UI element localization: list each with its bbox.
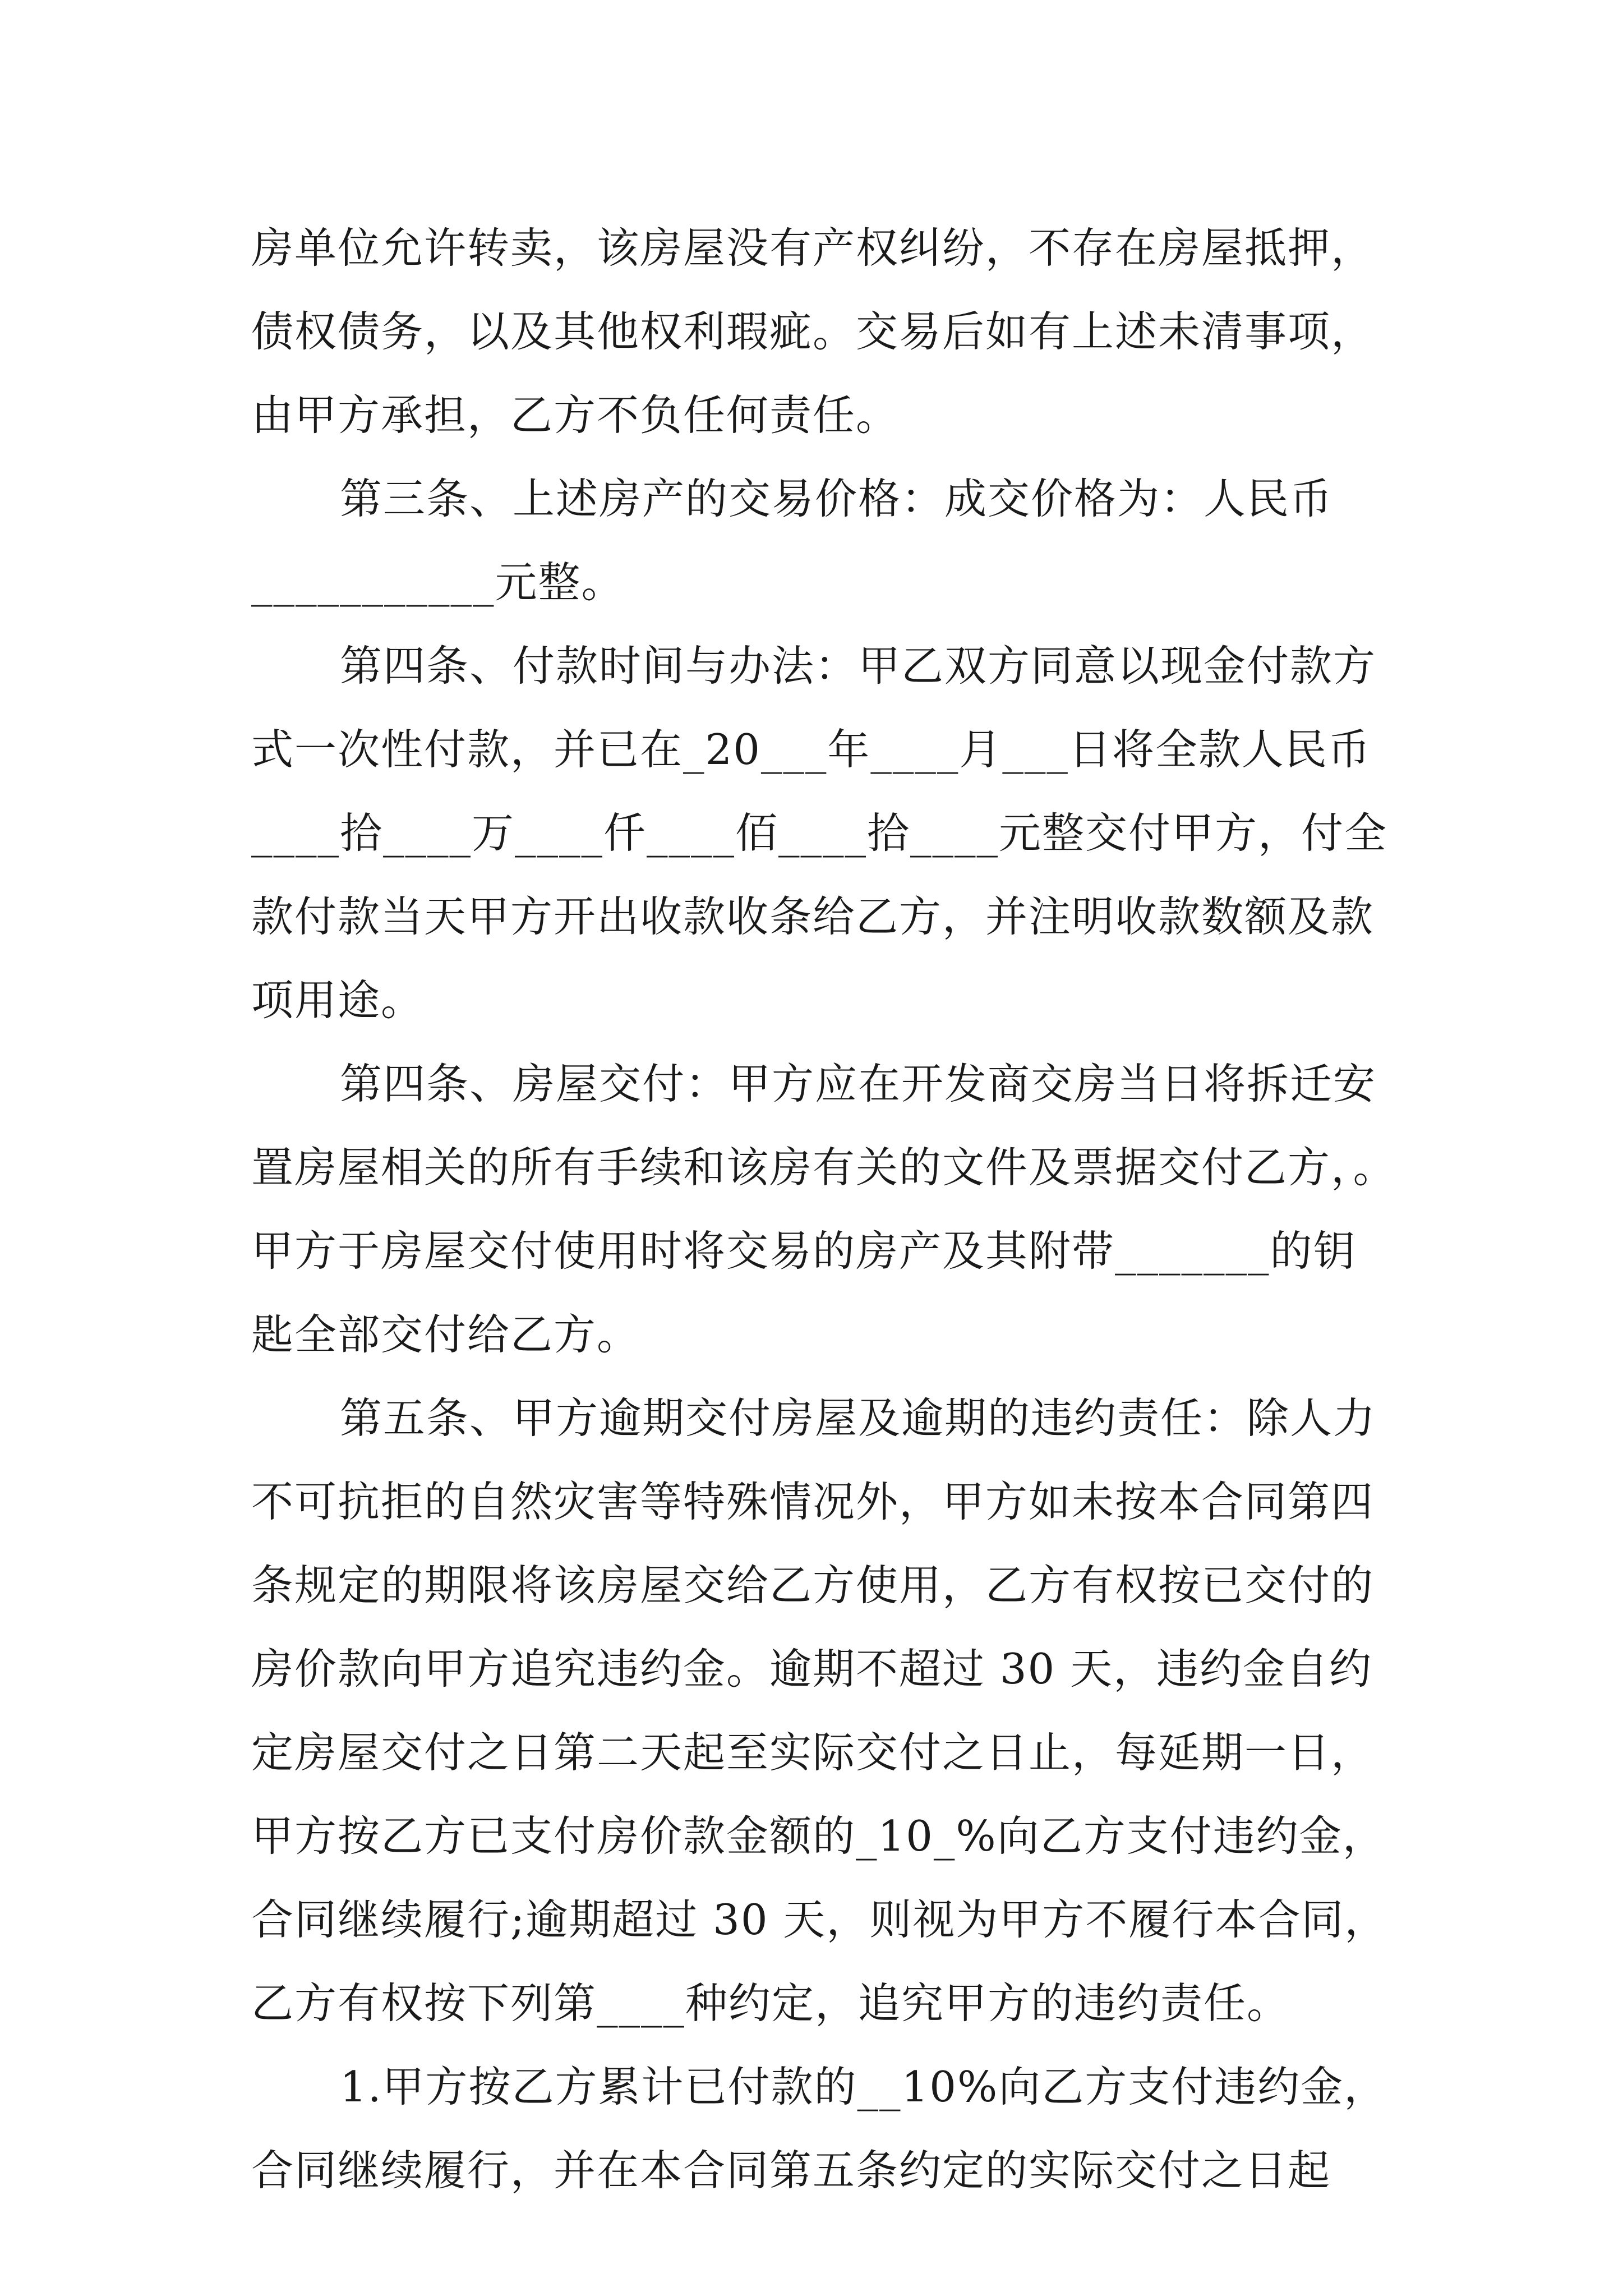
document-body	[251, 206, 1396, 2212]
text-line: 由甲方承担，乙方不负任何责任。	[251, 390, 900, 440]
text-line: 不可抗拒的自然灾害等特殊情况外，甲方如未按本合同第四	[251, 1477, 1375, 1526]
text-line: ___________元整。	[251, 558, 625, 607]
text-line: 债权债务，以及其他权利瑕疵。交易后如有上述未清事项，	[251, 307, 1375, 356]
text-line: 1.甲方按乙方累计已付款的__10%向乙方支付违约金，	[340, 2062, 1387, 2111]
text-line: 甲方按乙方已支付房价款金额的_10_%向乙方支付违约金，	[251, 1811, 1386, 1861]
text-line: 匙全部交付给乙方。	[251, 1310, 640, 1359]
text-line: 乙方有权按下列第____种约定，追究甲方的违约责任。	[251, 1978, 1290, 2028]
text-line: ____拾____万____仟____佰____拾____元整交付甲方，付全	[251, 808, 1388, 858]
text-line: 甲方于房屋交付使用时将交易的房产及其附带_______的钥	[251, 1226, 1357, 1276]
text-line: 房单位允许转卖，该房屋没有产权纠纷，不存在房屋抵押，	[251, 223, 1375, 273]
text-line: 定房屋交付之日第二天起至实际交付之日止，每延期一日，	[251, 1728, 1375, 1777]
text-line: 式一次性付款，并已在_20___年____月___日将全款人民币	[251, 725, 1371, 774]
text-line: 第五条、甲方逾期交付房屋及逾期的违约责任：除人力	[340, 1393, 1377, 1443]
text-line: 款付款当天甲方开出收款收条给乙方，并注明收款数额及款	[251, 892, 1375, 941]
text-line: 房价款向甲方追究违约金。逾期不超过 30 天，违约金自约	[251, 1644, 1373, 1694]
text-line: 第四条、房屋交付：甲方应在开发商交房当日将拆迁安	[340, 1059, 1377, 1108]
text-line: 第三条、上述房产的交易价格：成交价格为：人民币	[340, 474, 1334, 523]
text-line: 第四条、付款时间与办法：甲乙双方同意以现金付款方	[340, 641, 1377, 691]
text-line: 条规定的期限将该房屋交给乙方使用，乙方有权按已交付的	[251, 1561, 1375, 1610]
text-line: 置房屋相关的所有手续和该房有关的文件及票据交付乙方，。	[251, 1143, 1396, 1192]
text-line: 合同继续履行;逾期超过 30 天，则视为甲方不履行本合同，	[251, 1895, 1388, 1944]
text-line: 项用途。	[251, 976, 425, 1025]
text-line: 合同继续履行，并在本合同第五条约定的实际交付之日起	[251, 2146, 1331, 2195]
